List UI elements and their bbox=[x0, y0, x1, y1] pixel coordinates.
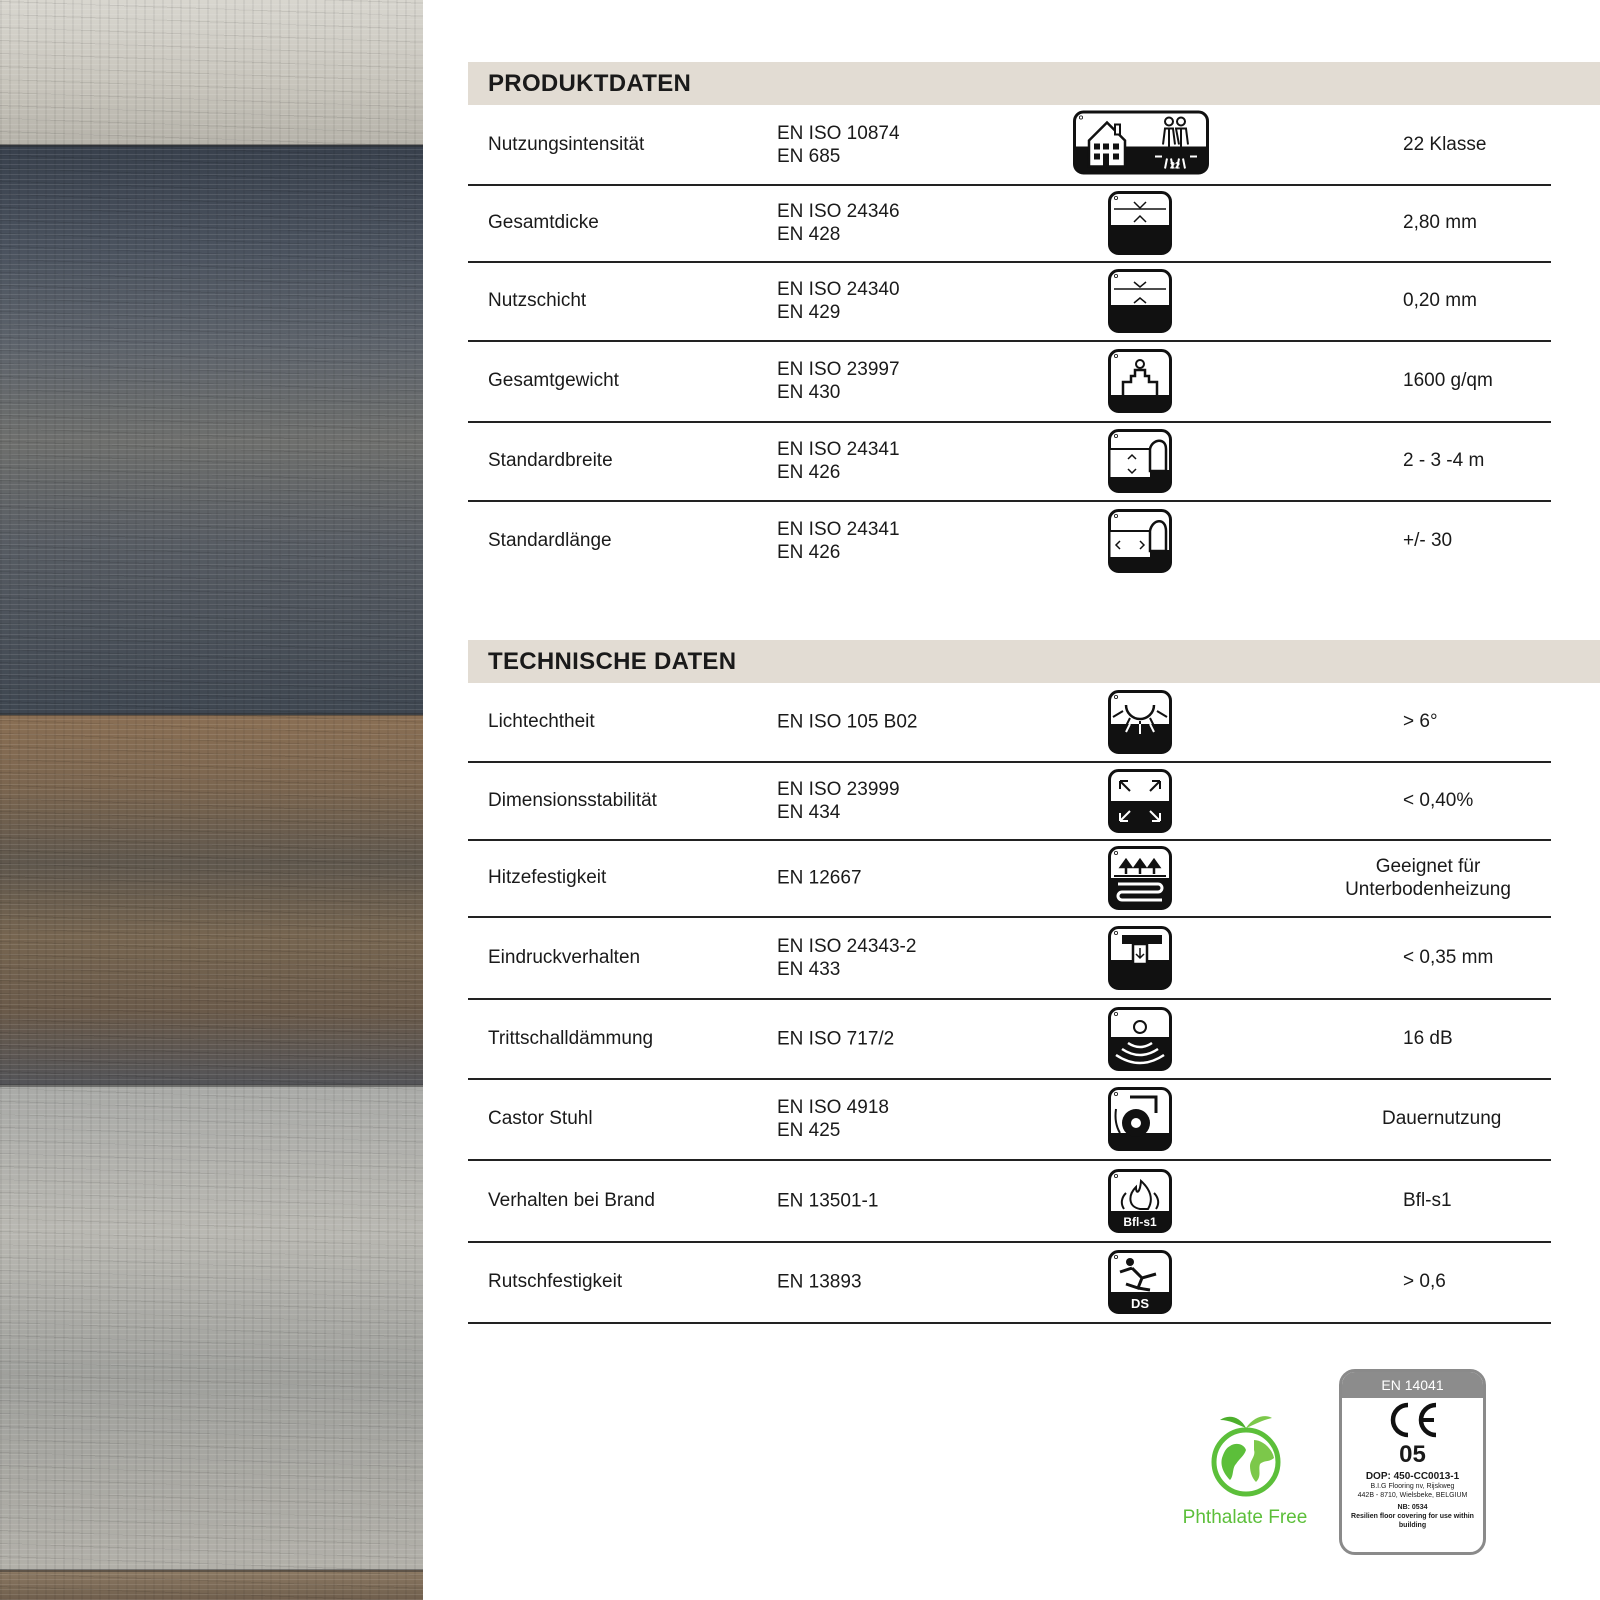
table-row bbox=[468, 683, 1551, 763]
expand-arrows-icon bbox=[1108, 769, 1172, 833]
table-row bbox=[468, 422, 1551, 502]
table-row bbox=[468, 341, 1551, 423]
row-value: > 6° bbox=[1403, 711, 1438, 732]
table-row bbox=[468, 1160, 1551, 1243]
sound-insulation-icon bbox=[1108, 1007, 1172, 1071]
row-label: Nutzschicht bbox=[488, 290, 587, 311]
row-norm: EN ISO 23997 EN 430 bbox=[777, 359, 900, 403]
row-value: 22 Klasse bbox=[1403, 133, 1487, 155]
svg-text:22: 22 bbox=[1169, 160, 1181, 170]
row-value: Bfl-s1 bbox=[1403, 1189, 1452, 1211]
row-norm: EN ISO 24340 EN 429 bbox=[777, 279, 900, 323]
row-label: Nutzungsintensität bbox=[488, 133, 645, 155]
usage-class-icon bbox=[1073, 110, 1209, 179]
total-thickness-icon bbox=[1108, 191, 1172, 255]
ce-standard: EN 14041 bbox=[1342, 1372, 1483, 1398]
row-label: Castor Stuhl bbox=[488, 1108, 593, 1129]
table-row bbox=[468, 999, 1551, 1080]
table-row bbox=[468, 502, 1551, 580]
ce-address: 442B - 8710, Wielsbeke, BELGIUM bbox=[1357, 1492, 1468, 1499]
green-globe-icon bbox=[1200, 1408, 1290, 1498]
phthalate-free-label: Phthalate Free bbox=[1182, 1507, 1308, 1528]
weight-icon bbox=[1108, 349, 1172, 413]
table-row bbox=[468, 762, 1551, 841]
row-norm: EN ISO 717/2 bbox=[777, 1028, 895, 1049]
row-value: < 0,40% bbox=[1403, 789, 1474, 811]
section-title: TECHNISCHE DATEN bbox=[488, 647, 737, 675]
underfloor-heating-icon bbox=[1108, 846, 1172, 910]
phthalate-free-badge bbox=[1170, 1408, 1320, 1529]
ce-nb: NB: 0534 bbox=[1397, 1504, 1428, 1511]
fire-icon bbox=[1108, 1169, 1172, 1233]
row-norm: EN ISO 24341 EN 426 bbox=[777, 439, 900, 483]
row-label: Verhalten bei Brand bbox=[488, 1189, 655, 1211]
row-value: > 0,6 bbox=[1403, 1271, 1446, 1292]
castor-chair-icon bbox=[1108, 1087, 1172, 1151]
row-norm: EN ISO 24346 EN 428 bbox=[777, 201, 900, 245]
svg-text:DS: DS bbox=[1130, 1296, 1150, 1311]
row-value: +/- 30 bbox=[1403, 530, 1453, 551]
row-value: Dauernutzung bbox=[1382, 1108, 1502, 1129]
row-label: Trittschalldämmung bbox=[488, 1027, 654, 1049]
wood-texture-image bbox=[0, 0, 423, 1600]
table-row bbox=[468, 840, 1551, 918]
row-norm: EN ISO 24341 EN 426 bbox=[777, 519, 900, 563]
row-norm: EN ISO 4918 EN 425 bbox=[777, 1097, 889, 1141]
row-label: Lichtechtheit bbox=[488, 711, 595, 732]
row-value: < 0,35 mm bbox=[1403, 946, 1494, 968]
row-value: 0,20 mm bbox=[1403, 290, 1477, 311]
row-label: Gesamtdicke bbox=[488, 212, 599, 233]
ce-certification-badge bbox=[1339, 1369, 1486, 1555]
row-label: Gesamtgewicht bbox=[488, 370, 619, 391]
row-label: Standardlänge bbox=[488, 530, 612, 551]
row-label: Hitzefestigkeit bbox=[488, 867, 607, 888]
row-value: Geeignet für Unterbodenheizung bbox=[1345, 856, 1511, 900]
row-norm: EN ISO 23999 EN 434 bbox=[777, 778, 900, 823]
indentation-icon bbox=[1108, 926, 1172, 990]
table-row bbox=[468, 262, 1551, 342]
row-norm: EN 13893 bbox=[777, 1271, 862, 1293]
table-row bbox=[468, 1079, 1551, 1161]
row-value: 2,80 mm bbox=[1403, 212, 1477, 233]
ce-company: B.I.G Flooring nv, Rijskweg bbox=[1370, 1483, 1455, 1490]
section-title: PRODUKTDATEN bbox=[488, 69, 692, 97]
section-header-product bbox=[468, 62, 1600, 105]
row-label: Eindruckverhalten bbox=[488, 946, 641, 968]
ce-year: 05 bbox=[1399, 1441, 1426, 1468]
table-row bbox=[468, 917, 1551, 1000]
table-row bbox=[468, 105, 1551, 186]
ce-description: Resilien floor covering for use within building bbox=[1351, 1513, 1474, 1529]
svg-text:Bfl-s1: Bfl-s1 bbox=[1123, 1214, 1157, 1229]
row-label: Dimensionsstabilität bbox=[488, 789, 657, 811]
row-norm: EN ISO 24343-2 EN 433 bbox=[777, 935, 917, 980]
sun-icon bbox=[1108, 690, 1172, 754]
row-norm: EN 13501-1 bbox=[777, 1190, 879, 1211]
roll-length-icon bbox=[1108, 509, 1172, 573]
wear-layer-icon bbox=[1108, 269, 1172, 333]
row-label: Rutschfestigkeit bbox=[488, 1271, 623, 1292]
row-norm: EN 12667 bbox=[777, 867, 862, 889]
row-value: 2 - 3 -4 m bbox=[1403, 450, 1485, 471]
table-row bbox=[468, 185, 1551, 263]
row-value: 16 dB bbox=[1403, 1027, 1453, 1049]
row-norm: EN ISO 105 B02 bbox=[777, 711, 918, 733]
table-row bbox=[468, 1242, 1551, 1324]
row-norm: EN ISO 10874 EN 685 bbox=[777, 122, 900, 167]
ce-mark-icon bbox=[1342, 1402, 1483, 1443]
ce-dop: DOP: 450-CC0013-1 bbox=[1365, 1471, 1460, 1482]
roll-width-icon bbox=[1108, 429, 1172, 493]
row-label: Standardbreite bbox=[488, 450, 613, 471]
row-value: 1600 g/qm bbox=[1403, 370, 1493, 391]
section-header-technical bbox=[468, 640, 1600, 683]
slip-resistance-icon bbox=[1108, 1250, 1172, 1314]
